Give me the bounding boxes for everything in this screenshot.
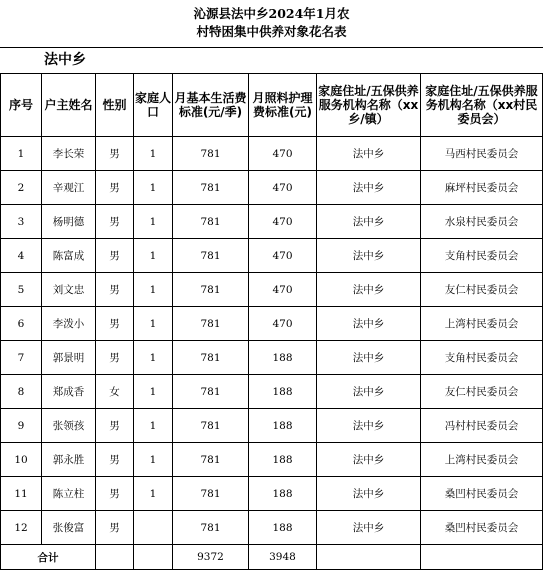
table-row <box>1 137 543 171</box>
header-index: 序号 <box>1 74 42 137</box>
cell-village: 友仁村民委员会 <box>421 273 543 307</box>
cell-living: 781 <box>173 409 249 443</box>
cell-care: 470 <box>249 273 317 307</box>
cell-gender: 男 <box>96 307 134 341</box>
cell-living: 781 <box>173 205 249 239</box>
cell-index: 4 <box>1 239 42 273</box>
cell-living: 781 <box>173 273 249 307</box>
cell-care: 188 <box>249 341 317 375</box>
table-row <box>1 409 543 443</box>
cell-index: 5 <box>1 273 42 307</box>
title-line-1: 沁源县法中乡2024年1月农 <box>193 6 350 21</box>
cell-care: 188 <box>249 443 317 477</box>
header-living: 月基本生活费标准(元/季) <box>173 74 249 137</box>
cell-household: 1 <box>134 273 173 307</box>
title-block <box>0 0 543 48</box>
cell-care: 470 <box>249 239 317 273</box>
cell-household: 1 <box>134 239 173 273</box>
cell-facility: 法中乡 <box>317 477 421 511</box>
cell-living: 781 <box>173 171 249 205</box>
cell-household: 1 <box>134 341 173 375</box>
cell-facility: 法中乡 <box>317 171 421 205</box>
cell-gender: 男 <box>96 171 134 205</box>
cell-gender: 男 <box>96 477 134 511</box>
cell-name: 陈富成 <box>42 239 96 273</box>
header-facility: 家庭住址/五保供养服务机构名称（xx乡/镇） <box>317 74 421 137</box>
cell-living: 781 <box>173 375 249 409</box>
cell-gender: 男 <box>96 273 134 307</box>
table-row <box>1 273 543 307</box>
cell-household: 1 <box>134 477 173 511</box>
total-household-empty <box>134 545 173 570</box>
cell-village: 友仁村民委员会 <box>421 375 543 409</box>
cell-name: 郭景明 <box>42 341 96 375</box>
total-facility-empty <box>317 545 421 570</box>
cell-name: 张俊富 <box>42 511 96 545</box>
cell-living: 781 <box>173 307 249 341</box>
total-gender-empty <box>96 545 134 570</box>
cell-household: 1 <box>134 375 173 409</box>
cell-care: 470 <box>249 171 317 205</box>
roster-table <box>0 73 543 570</box>
cell-village: 水泉村民委员会 <box>421 205 543 239</box>
cell-index: 8 <box>1 375 42 409</box>
cell-care: 470 <box>249 205 317 239</box>
cell-household: 1 <box>134 307 173 341</box>
cell-living: 781 <box>173 511 249 545</box>
table-row <box>1 511 543 545</box>
header-gender: 性别 <box>96 74 134 137</box>
cell-facility: 法中乡 <box>317 511 421 545</box>
cell-village: 支角村民委员会 <box>421 341 543 375</box>
cell-gender: 男 <box>96 341 134 375</box>
cell-care: 188 <box>249 511 317 545</box>
total-living: 9372 <box>173 545 249 570</box>
cell-gender: 男 <box>96 511 134 545</box>
cell-name: 杨明德 <box>42 205 96 239</box>
cell-living: 781 <box>173 239 249 273</box>
header-name: 户主姓名 <box>42 74 96 137</box>
cell-facility: 法中乡 <box>317 137 421 171</box>
cell-village: 冯村村民委员会 <box>421 409 543 443</box>
header-household: 家庭人口 <box>134 74 173 137</box>
cell-name: 郑成香 <box>42 375 96 409</box>
cell-living: 781 <box>173 341 249 375</box>
table-row <box>1 341 543 375</box>
cell-gender: 男 <box>96 443 134 477</box>
cell-index: 2 <box>1 171 42 205</box>
cell-household: 1 <box>134 137 173 171</box>
township-label: 法中乡 <box>44 52 86 68</box>
cell-facility: 法中乡 <box>317 239 421 273</box>
header-row <box>1 74 543 137</box>
cell-facility: 法中乡 <box>317 409 421 443</box>
cell-name: 辛观江 <box>42 171 96 205</box>
table-row <box>1 205 543 239</box>
cell-name: 郭永胜 <box>42 443 96 477</box>
cell-living: 781 <box>173 477 249 511</box>
title-line-2: 村特困集中供养对象花名表 <box>196 24 347 39</box>
cell-facility: 法中乡 <box>317 443 421 477</box>
cell-village: 上湾村民委员会 <box>421 443 543 477</box>
cell-facility: 法中乡 <box>317 205 421 239</box>
cell-gender: 男 <box>96 137 134 171</box>
table-row <box>1 171 543 205</box>
cell-index: 6 <box>1 307 42 341</box>
cell-gender: 女 <box>96 375 134 409</box>
cell-household: 1 <box>134 443 173 477</box>
cell-village: 支角村民委员会 <box>421 239 543 273</box>
cell-name: 张领孩 <box>42 409 96 443</box>
cell-care: 188 <box>249 375 317 409</box>
cell-household: 1 <box>134 205 173 239</box>
table-row <box>1 375 543 409</box>
cell-name: 李泼小 <box>42 307 96 341</box>
cell-care: 188 <box>249 409 317 443</box>
cell-care: 188 <box>249 477 317 511</box>
cell-household: 1 <box>134 171 173 205</box>
cell-facility: 法中乡 <box>317 307 421 341</box>
cell-index: 10 <box>1 443 42 477</box>
cell-village: 桑凹村民委员会 <box>421 477 543 511</box>
cell-living: 781 <box>173 137 249 171</box>
cell-gender: 男 <box>96 409 134 443</box>
cell-household <box>134 511 173 545</box>
total-village-empty <box>421 545 543 570</box>
cell-name: 李长荣 <box>42 137 96 171</box>
total-row <box>1 545 543 570</box>
cell-gender: 男 <box>96 205 134 239</box>
total-label: 合计 <box>1 545 96 570</box>
header-village: 家庭住址/五保供养服务机构名称（xx村民委员会） <box>421 74 543 137</box>
table-row <box>1 477 543 511</box>
cell-village: 马西村民委员会 <box>421 137 543 171</box>
cell-village: 麻坪村民委员会 <box>421 171 543 205</box>
cell-index: 3 <box>1 205 42 239</box>
cell-village: 桑凹村民委员会 <box>421 511 543 545</box>
cell-village: 上湾村民委员会 <box>421 307 543 341</box>
total-care: 3948 <box>249 545 317 570</box>
cell-facility: 法中乡 <box>317 341 421 375</box>
cell-household: 1 <box>134 409 173 443</box>
cell-gender: 男 <box>96 239 134 273</box>
cell-index: 11 <box>1 477 42 511</box>
header-care: 月照料护理费标准(元) <box>249 74 317 137</box>
cell-index: 9 <box>1 409 42 443</box>
cell-facility: 法中乡 <box>317 273 421 307</box>
cell-name: 刘文忠 <box>42 273 96 307</box>
cell-index: 1 <box>1 137 42 171</box>
cell-care: 470 <box>249 137 317 171</box>
cell-name: 陈立柱 <box>42 477 96 511</box>
cell-index: 7 <box>1 341 42 375</box>
table-row <box>1 307 543 341</box>
cell-index: 12 <box>1 511 42 545</box>
table-row <box>1 239 543 273</box>
table-row <box>1 443 543 477</box>
cell-care: 470 <box>249 307 317 341</box>
cell-facility: 法中乡 <box>317 375 421 409</box>
cell-living: 781 <box>173 443 249 477</box>
